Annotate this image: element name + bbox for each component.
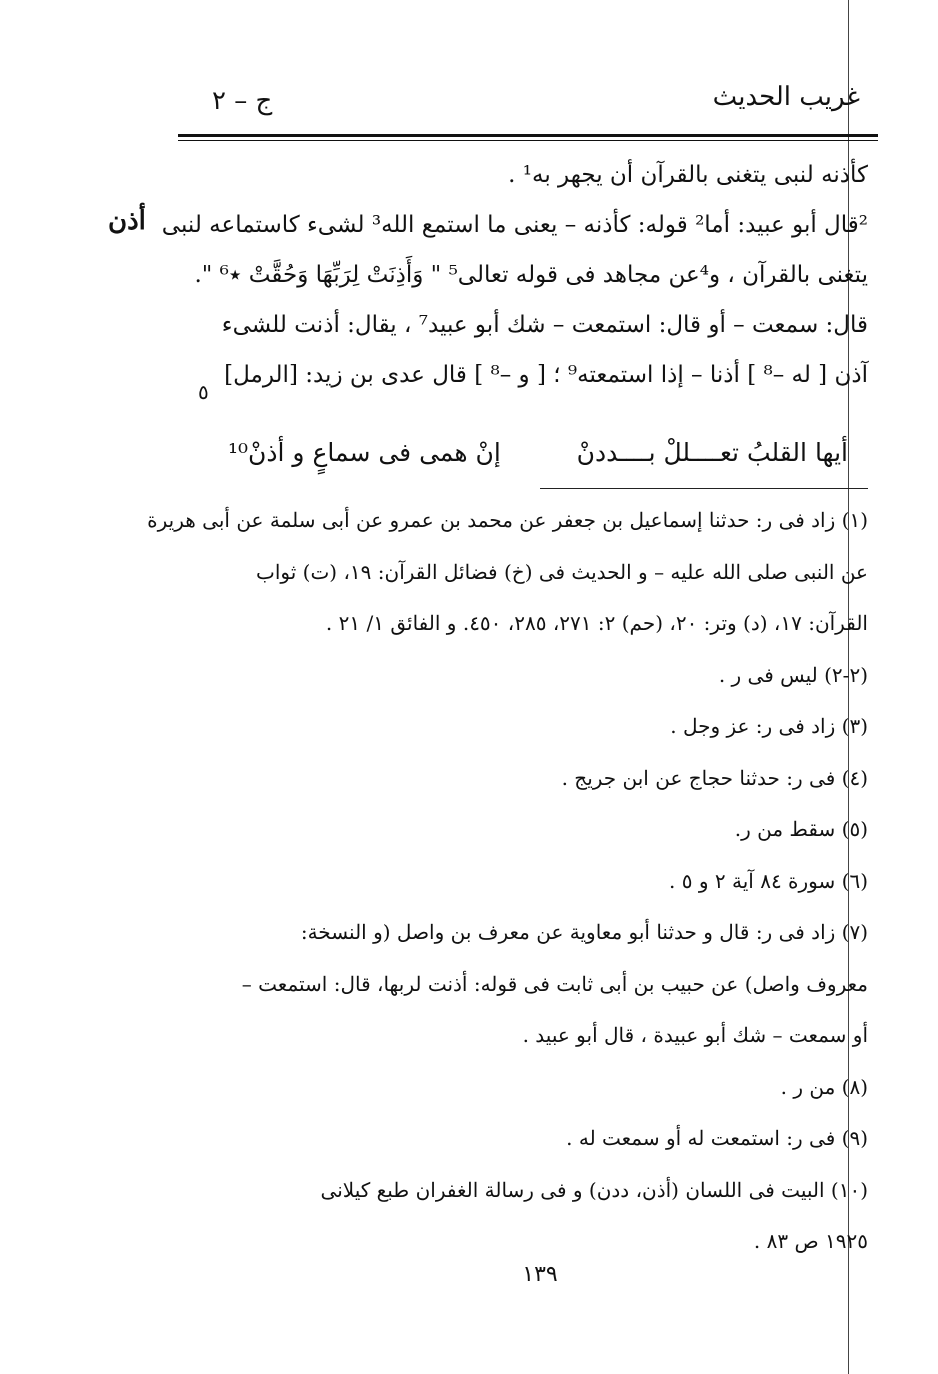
footnote-line: القرآن: ١٧، (د) وتر: ٢٠، (حم) ٢: ٢٧١، ٢٨٥، ٤٥٠. و الفائق ١/ ٢١ .: [325, 611, 868, 635]
main-text: [161, 150, 868, 400]
main-line: كأذنه لنبى يتغنى بالقرآن أن يجهر به¹ .: [508, 162, 868, 188]
poetry-verse: [228, 428, 848, 478]
main-line: ²قال أبو عبيد: أما² قوله: كأذنه – يعنى ما استمع الله³ لشىء كاستماعه لنبى: [161, 212, 868, 238]
volume-label: ج – ٢: [212, 86, 273, 116]
main-line: آذن [ له –⁸ ] أذنا – إذا استمعته⁹ ؛ [ و –⁸ ] قال عدى بن زيد: [الرمل]: [224, 362, 868, 388]
footnote-line: (٩) فى ر: استمعت له أو سمعت له .: [566, 1126, 868, 1150]
footnote-line: (٥) سقط من ر.: [734, 817, 868, 841]
footnote-line: معروف واصل) عن حبيب بن أبى ثابت فى قوله: أذنت لربها، قال: استمعت –: [241, 971, 868, 996]
footnote-line: (٢-٢) ليس فى ر .: [718, 662, 868, 687]
footnote-line: (٣) زاد فى ر: عز وجل .: [670, 714, 868, 738]
footnote-line: (٤) فى ر: حدثنا حجاج عن ابن جريج .: [561, 765, 868, 790]
header-rule-thick: [178, 134, 878, 137]
verse-second-hemistich: إنْ همى فى سماعٍ و أذنْ¹⁰: [228, 438, 501, 467]
running-title: غريب الحديث: [712, 82, 860, 112]
page-number: ١٣٩: [522, 1262, 558, 1287]
footnote-line: (٧) زاد فى ر: قال و حدثنا أبو معاوية عن معرف بن واصل (و النسخة:: [300, 920, 868, 944]
footnote-line: عن النبى صلى الله عليه – و الحديث فى (خ) فضائل القرآن: ١٩، (ت) ثواب: [256, 559, 868, 584]
main-line: قال: سمعت – أو قال: استمعت – شك أبو عبيد⁷ ، يقال: أذنت للشىء: [221, 312, 868, 338]
footnote-line: (١) زاد فى ر: حدثنا إسماعيل بن جعفر عن محمد بن عمرو عن أبى سلمة عن أبى هريرة: [147, 508, 868, 532]
line-number: ٥: [198, 380, 209, 404]
footnote-line: أو سمعت – شك أبو عبيدة ، قال أبو عبيد .: [522, 1023, 868, 1047]
verse-first-hemistich: أيها القلبُ تعــــللْ بــــددنْ: [576, 438, 848, 467]
main-line: يتغنى بالقرآن ، و⁴عن مجاهد فى قوله تعالى⁵ " وَأَذِنَتْ لِرَبِّهَا وَحُقَّتْ ٭⁶ ".: [194, 262, 868, 288]
footnote-line: (٨) من ر .: [780, 1074, 868, 1099]
footnote-line: (٦) سورة ٨٤ آية ٢ و ٥ .: [669, 868, 868, 893]
footnote-separator: [540, 488, 868, 489]
footnotes: [147, 495, 868, 1268]
footnote-line: (١٠) البيت فى اللسان (أذن، ددن) و فى رسالة الغفران طبع كيلانى: [320, 1177, 868, 1202]
header-rule-thin: [178, 140, 878, 141]
margin-keyword: أذن: [108, 206, 146, 236]
footnote-line: ١٩٢٥ ص ٨٣ .: [753, 1229, 868, 1253]
